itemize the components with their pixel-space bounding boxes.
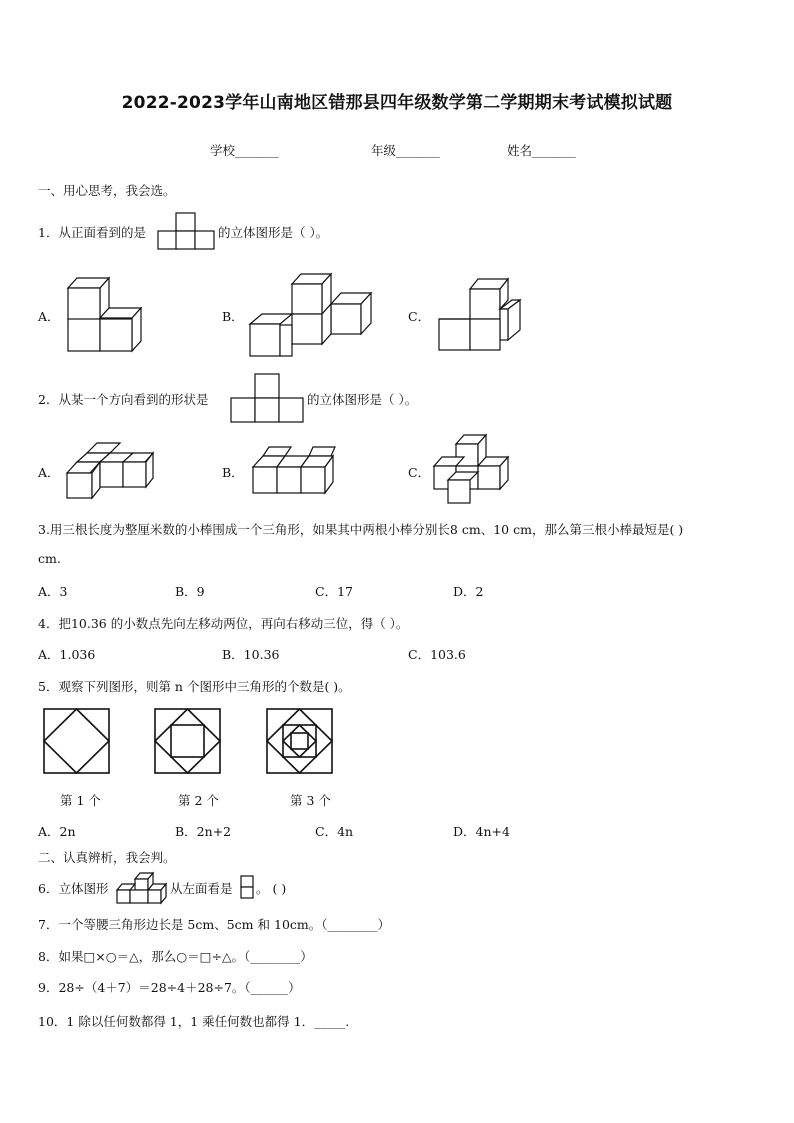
question-7: 7．一个等腰三角形边长是 5cm、5cm 和 10cm。（________） — [38, 917, 390, 932]
direction-view-figure — [230, 372, 304, 424]
q1-option-c-figure[interactable] — [436, 276, 526, 356]
q1-option-a-figure[interactable] — [65, 275, 145, 355]
section-heading-2: 二、认真辨析，我会判。 — [38, 850, 176, 865]
q4-option-b[interactable]: B．10.36 — [222, 647, 280, 662]
q3-option-d[interactable]: D．2 — [453, 584, 484, 599]
name-field[interactable]: 姓名_______ — [507, 143, 576, 158]
pattern-figure-1 — [42, 707, 112, 775]
pattern-caption-3: 第 3 个 — [290, 793, 331, 808]
question-3-line-1: 3.用三根长度为整厘米数的小棒围成一个三角形，如果其中两根小棒分别长8 cm、10 cm，那么第三根小棒最短是( ) — [38, 522, 684, 537]
q1-option-b-figure[interactable] — [247, 271, 377, 359]
question-5-text: 5．观察下列图形，则第 n 个图形中三角形的个数是( )。 — [38, 679, 351, 694]
q5-option-c[interactable]: C．4n — [315, 824, 354, 839]
question-1-suffix: 的立体图形是（ ）。 — [218, 225, 329, 240]
question-1-prefix: 1．从正面看到的是 — [38, 225, 146, 240]
question-8: 8．如果□×○＝△，那么○＝□÷△。（________） — [38, 949, 313, 964]
left-view-figure — [240, 875, 254, 899]
q4-option-a[interactable]: A．1.036 — [38, 647, 96, 662]
question-2-suffix: 的立体图形是（ ）。 — [307, 392, 418, 407]
question-9: 9．28÷（4＋7）＝28÷4＋28÷7。（______） — [38, 980, 301, 995]
school-field[interactable]: 学校_______ — [210, 143, 279, 158]
q3-option-b[interactable]: B．9 — [175, 584, 205, 599]
q1-option-b-label[interactable]: B． — [222, 309, 244, 324]
q5-option-d[interactable]: D．4n+4 — [453, 824, 510, 839]
q2-option-a-label[interactable]: A． — [38, 465, 60, 480]
q1-option-a-label[interactable]: A． — [38, 309, 60, 324]
page-title: 2022-2023学年山南地区错那县四年级数学第二学期期末考试模拟试题 — [121, 93, 673, 113]
solid-figure — [115, 868, 169, 906]
question-3-line-2: cm. — [38, 551, 61, 566]
question-6-prefix: 6．立体图形 — [38, 881, 109, 896]
pattern-figure-3 — [265, 707, 335, 775]
q4-option-c[interactable]: C．103.6 — [408, 647, 466, 662]
q2-option-b-figure[interactable] — [251, 444, 337, 496]
pattern-caption-2: 第 2 个 — [178, 793, 219, 808]
question-10: 10．1 除以任何数都得 1，1 乘任何数也都得 1．_____. — [38, 1014, 350, 1029]
q3-option-a[interactable]: A．3 — [38, 584, 68, 599]
q5-option-b[interactable]: B．2n+2 — [175, 824, 232, 839]
q5-option-a[interactable]: A．2n — [38, 824, 76, 839]
q3-option-c[interactable]: C．17 — [315, 584, 353, 599]
section-heading-1: 一、用心思考，我会选。 — [38, 183, 176, 198]
q2-option-b-label[interactable]: B． — [222, 465, 244, 480]
question-6-suffix: 。 ( ) — [256, 881, 287, 896]
question-6-middle: 从左面看是 — [170, 881, 233, 896]
question-4-text: 4．把10.36 的小数点先向左移动两位，再向右移动三位，得（ ）。 — [38, 616, 409, 631]
q2-option-a-figure[interactable] — [65, 440, 157, 502]
grade-field[interactable]: 年级_______ — [371, 143, 440, 158]
question-2-prefix: 2．从某一个方向看到的形状是 — [38, 392, 209, 407]
q2-option-c-label[interactable]: C． — [408, 465, 431, 480]
pattern-figure-2 — [153, 707, 223, 775]
q1-option-c-label[interactable]: C． — [408, 309, 431, 324]
pattern-caption-1: 第 1 个 — [60, 793, 101, 808]
q2-option-c-figure[interactable] — [432, 432, 512, 506]
front-view-figure — [157, 212, 215, 250]
